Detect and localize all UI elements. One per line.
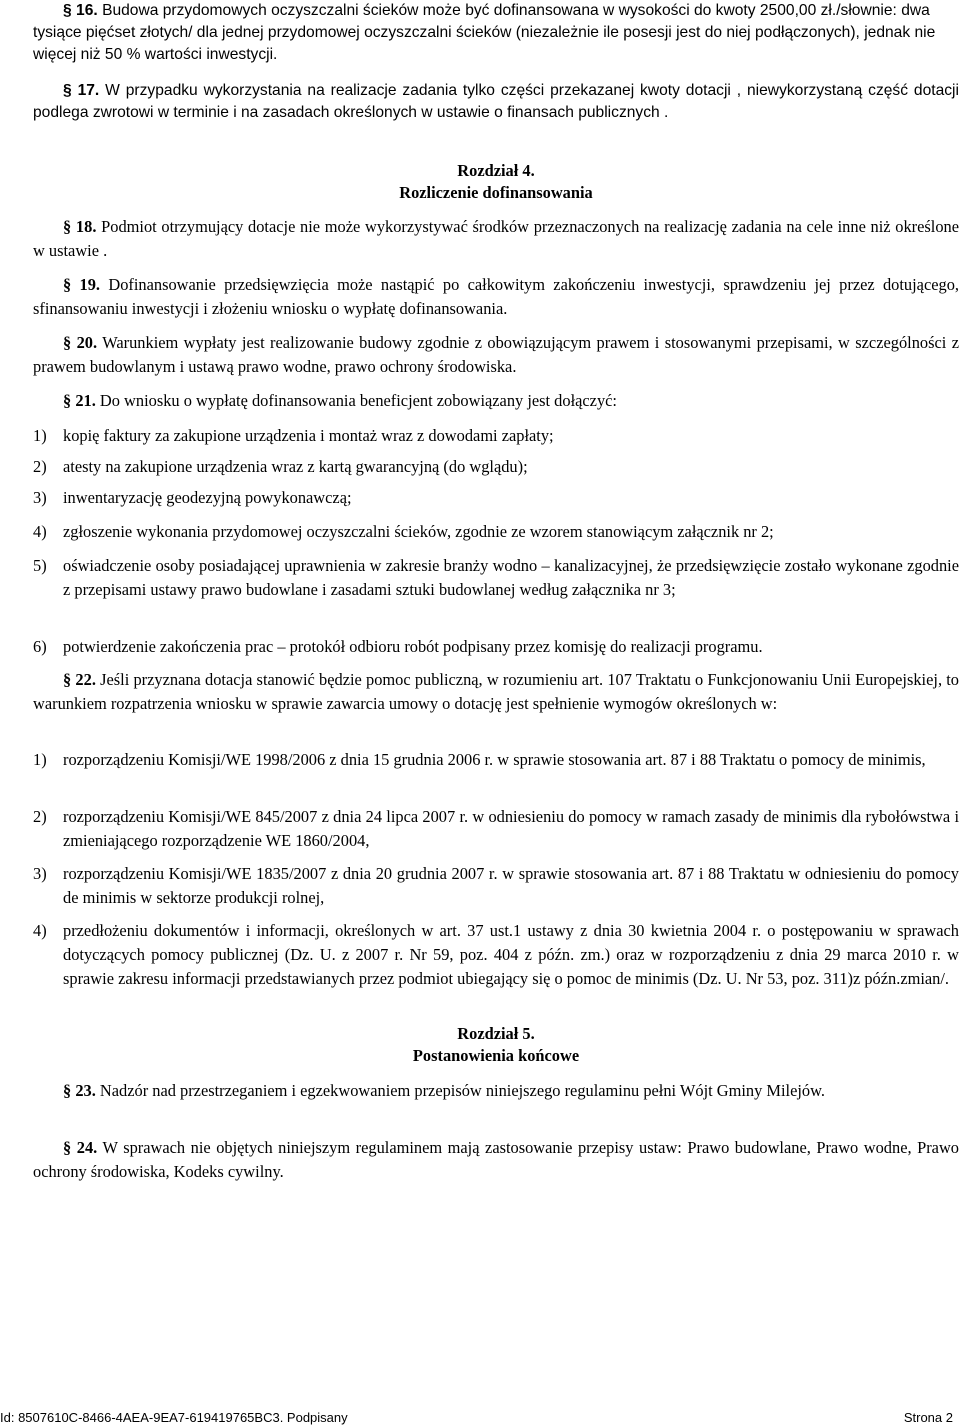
section-sign: § <box>63 1081 72 1100</box>
list-item-text: potwierdzenie zakończenia prac – protokół odbioru robót podpisany przez komisję do realizacji programu. <box>63 637 763 656</box>
paragraph-21 <box>33 389 959 413</box>
paragraph-text: W przypadku wykorzystania na realizacje zadania tylko części przekazanej kwoty dotacji , niewykorzystaną część dotacji podlega zwrotowi w terminie i na zasadach określonych w ustawie o finansach publicznych . <box>33 82 959 121</box>
list-item-number: 1) <box>33 426 47 445</box>
section-sign: § <box>63 670 72 689</box>
paragraph-number: 23. <box>75 1081 96 1100</box>
chapter-subtitle: Rozliczenie dofinansowania <box>399 183 593 202</box>
paragraph-19 <box>33 273 959 321</box>
list-item-number: 2) <box>33 457 47 476</box>
section-sign: § <box>63 217 72 236</box>
paragraph-text: Dofinansowanie przedsięwzięcia może nastąpić po całkowitym zakończeniu inwestycji, sprawdzeniu jej przez dotującego, sfinansowaniu inwestycji i złożeniu wniosku o wypłatę dofinansowania. <box>33 275 959 318</box>
list-item-number: 3) <box>33 488 47 507</box>
list-item <box>33 805 959 853</box>
list-item <box>33 520 959 544</box>
paragraph-23 <box>33 1079 959 1103</box>
chapter-title: Rozdział 5. <box>457 1024 535 1043</box>
list-item-text: rozporządzeniu Komisji/WE 1998/2006 z dnia 15 grudnia 2006 r. w sprawie stosowania art. 87 i 88 Traktatu o pomocy de minimis, <box>63 750 926 769</box>
list-item-text: inwentaryzację geodezyjną powykonawczą; <box>63 488 352 507</box>
list-item <box>33 862 959 910</box>
list-item-number: 3) <box>33 864 47 883</box>
paragraph-number: 18. <box>75 217 97 236</box>
list-item <box>33 554 959 602</box>
paragraph-number: 21. <box>75 391 96 410</box>
chapter-5-heading <box>33 1023 959 1067</box>
paragraph-text: Do wniosku o wypłatę dofinansowania beneficjent zobowiązany jest dołączyć: <box>99 391 617 410</box>
list-item-text: kopię faktury za zakupione urządzenia i montaż wraz z dowodami zapłaty; <box>63 426 554 445</box>
paragraph-number: 19. <box>79 275 101 294</box>
list-item-number: 5) <box>33 556 47 575</box>
list-item-text: rozporządzeniu Komisji/WE 845/2007 z dnia 24 lipca 2007 r. w odniesieniu do pomocy w ramach zasady de minimis dla rybołówstwa i zmieniającego rozporządzenie WE 1860/2004, <box>63 807 959 850</box>
list-item-number: 1) <box>33 750 47 769</box>
paragraph-17 <box>33 80 959 124</box>
paragraph-number: 17. <box>77 82 100 99</box>
paragraph-number: 16. <box>76 2 98 19</box>
list-item-text: rozporządzeniu Komisji/WE 1835/2007 z dnia 20 grudnia 2007 r. w sprawie stosowania art. 87 i 88 Traktatu w odniesieniu do pomocy de minimis w sektorze produkcji rolnej, <box>63 864 959 907</box>
paragraph-number: 20. <box>76 333 98 352</box>
list-item-text: przedłożeniu dokumentów i informacji, określonych w art. 37 ust.1 ustawy z dnia 30 kwietnia 2004 r. o postępowaniu w sprawach dotyczących pomocy publicznej (Dz. U. z 2007 r. Nr 59, poz. 404 z późn. zm.) oraz w rozporządzeniu z dnia 29 marca 2010 r. w sprawie zakresu informacji przedstawianych przez podmiot ubiegający się o pomoc de minimis (Dz. U. Nr 53, poz. 311)z późn.zmian/. <box>63 921 959 988</box>
list-item-number: 4) <box>33 921 47 940</box>
chapter-title: Rozdział 4. <box>457 161 535 180</box>
list-item <box>33 424 959 448</box>
paragraph-24 <box>33 1136 959 1184</box>
section-sign: § <box>63 391 72 410</box>
list-item-number: 6) <box>33 637 47 656</box>
section-sign: § <box>63 82 72 99</box>
paragraph-text: Jeśli przyznana dotacja stanowić będzie pomoc publiczną, w rozumieniu art. 107 Traktatu o Funkcjonowaniu Unii Europejskiej, to warunkiem rozpatrzenia wniosku w sprawie zawarcia umowy o dotację jest spełnienie wymogów określonych w: <box>33 670 959 713</box>
list-item-text: atesty na zakupione urządzenia wraz z kartą gwarancyjną (do wglądu); <box>63 457 528 476</box>
list-item <box>33 486 959 510</box>
paragraph-number: 24. <box>76 1138 98 1157</box>
list-item <box>33 455 959 479</box>
list-item <box>33 635 959 659</box>
paragraph-22 <box>33 668 959 716</box>
paragraph-text: Nadzór nad przestrzeganiem i egzekwowaniem przepisów niniejszego regulaminu pełni Wójt Gminy Milejów. <box>99 1081 825 1100</box>
paragraph-text: Budowa przydomowych oczyszczalni ścieków może być dofinansowana w wysokości do kwoty 2500,00 <box>102 2 817 19</box>
paragraph-16 <box>33 0 959 66</box>
list-item <box>33 919 959 991</box>
chapter-4-heading <box>33 160 959 204</box>
list-item-text: zgłoszenie wykonania przydomowej oczyszczalni ścieków, zgodnie ze wzorem stanowiącym załącznik nr 2; <box>63 522 774 541</box>
section-sign: § <box>63 275 72 294</box>
paragraph-number: 22. <box>75 670 96 689</box>
list-item-text: oświadczenie osoby posiadającej uprawnienia w zakresie branży wodno – kanalizacyjnej, że przedsięwzięcie zostało wykonane zgodnie z przepisami ustawy prawo budowlane i zasadami sztuki budowlanej według załącznika nr 3; <box>63 556 959 599</box>
paragraph-20 <box>33 331 959 379</box>
list-item-number: 4) <box>33 522 47 541</box>
paragraph-text: Warunkiem wypłaty jest realizowanie budowy zgodnie z obowiązującym prawem i stosowanymi przepisami, w szczególności z prawem budowlanym i ustawą prawo wodne, prawo ochrony środowiska. <box>33 333 959 376</box>
document-id: Id: 8507610C-8466-4AEA-9EA7-619419765BC3. Podpisany <box>0 1410 348 1425</box>
chapter-subtitle: Postanowienia końcowe <box>412 1046 580 1065</box>
section-sign: § <box>63 333 72 352</box>
list-item-number: 2) <box>33 807 47 826</box>
paragraph-18 <box>33 215 959 263</box>
page-footer <box>0 1409 953 1426</box>
list-item <box>33 748 959 772</box>
page-number: Strona 2 <box>903 1410 953 1425</box>
section-sign: § <box>63 1138 72 1157</box>
section-sign: § <box>63 2 72 19</box>
paragraph-text: Podmiot otrzymujący dotacje nie może wykorzystywać środków przeznaczonych na realizację zadania na cele inne niż określone w ustawie . <box>33 217 959 260</box>
paragraph-text-continued: zł./słownie: dwa tysiące pięćset złotych/ dla jednej przydomowej oczyszczalni ścieków (niezależnie ile posesji jest do niej podłączonych), jednak nie więcej niż 50 % wartości inwestycji. <box>33 2 936 63</box>
paragraph-text: W sprawach nie objętych niniejszym regulaminem mają zastosowanie przepisy ustaw: Prawo budowlane, Prawo wodne, Prawo ochrony środowiska, Kodeks cywilny. <box>33 1138 959 1181</box>
